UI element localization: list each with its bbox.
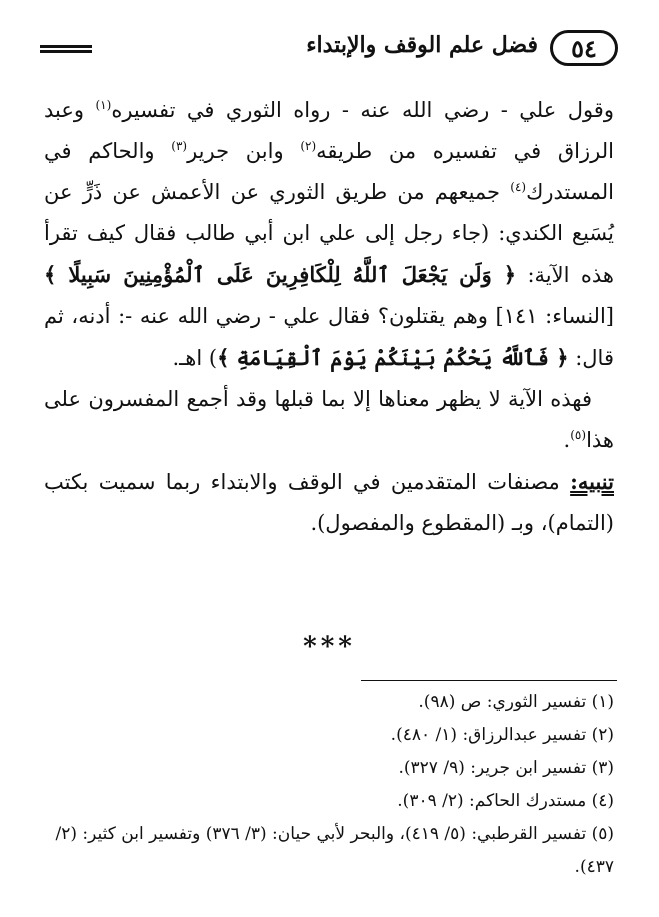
footnote-ref: (١) [95, 98, 112, 112]
running-title: فضل علم الوقف والإبتداء [306, 32, 538, 58]
verse-reference: [النساء: ١٤١] [495, 304, 614, 328]
quran-verse: ﴿ فَٱللَّهُ يَحْكُمُ بَيْنَكُمْ يَوْمَ ٱلْقِيَامَةِ ﴾ [217, 345, 569, 370]
paragraph-3 [44, 461, 614, 544]
footnote-ref: (٥) [570, 428, 587, 442]
paragraph-2 [44, 379, 614, 461]
footnote-item: (٢) تفسير عبدالرزاق: (١/ ٤٨٠). [390, 725, 614, 745]
text-run: وقول علي - رضي الله عنه - رواه الثوري في تفسيره [111, 98, 614, 122]
text-run: . [563, 428, 571, 452]
main-text [44, 90, 614, 544]
footnote-item: (٥) تفسير القرطبي: (٥/ ٤١٩)، والبحر لأبي حيان: (٣/ ٣٧٦) وتفسير ابن كثير: (٢/ ٤٣٧). [55, 824, 614, 877]
footnote-item: (٣) تفسير ابن جرير: (٩/ ٣٢٧). [398, 758, 614, 778]
text-run: جميعهم من طريق الثوري عن الأعمش عن [112, 180, 511, 204]
text-run: فهذه الآية لا يظهر معناها إلا بما قبلها وقد أجمع المفسرون على هذا [44, 387, 614, 452]
text-run: في المستدرك [44, 139, 614, 204]
footnote-ref: (٤) [510, 180, 527, 194]
note-label: تنبيه: [570, 469, 614, 494]
footnote-item: (٤) مستدرك الحاكم: (٢/ ٣٠٩). [397, 791, 614, 811]
footnote-divider [361, 680, 617, 681]
text-run: ذَرٍّ عن يُسَيع الكندي: (جاء رجل إلى علي ابن أبي طالب [44, 180, 614, 245]
text-run: مصنفات المتقدمين في الوقف والابتداء ربما سميت بكتب (التمام)، وبـ (المقطوع والمفصول). [44, 470, 614, 535]
text-run: وعبد الرزاق في تفسيره من طريقه [44, 98, 614, 163]
section-separator: *** [303, 632, 356, 662]
footnote-ref: (٢) [300, 139, 317, 153]
footnote-ref: (٣) [171, 139, 188, 153]
text-run: والحاكم [88, 139, 172, 163]
footnote-item: (١) تفسير الثوري: ص (٩٨). [418, 692, 614, 712]
paragraph-1 [44, 90, 614, 379]
text-run: ) اهـ. [172, 346, 218, 370]
footnotes [40, 686, 614, 884]
header-rule [40, 45, 92, 53]
text-run: وهم يقتلون؟ فقال علي - رضي الله عنه -: أدنه، ثم قال: [44, 304, 614, 370]
page-number: ٥٤ [550, 30, 618, 66]
text-run: فقال كيف تقرأ هذه الآية: [44, 221, 614, 287]
page-header [40, 28, 618, 70]
text-run: وابن جرير [187, 139, 301, 163]
quran-verse: ﴿ وَلَن يَجْعَلَ ٱللَّهُ لِلْكَافِرِينَ عَلَى ٱلْمُؤْمِنِينَ سَبِيلًا ﴾ [44, 262, 517, 287]
